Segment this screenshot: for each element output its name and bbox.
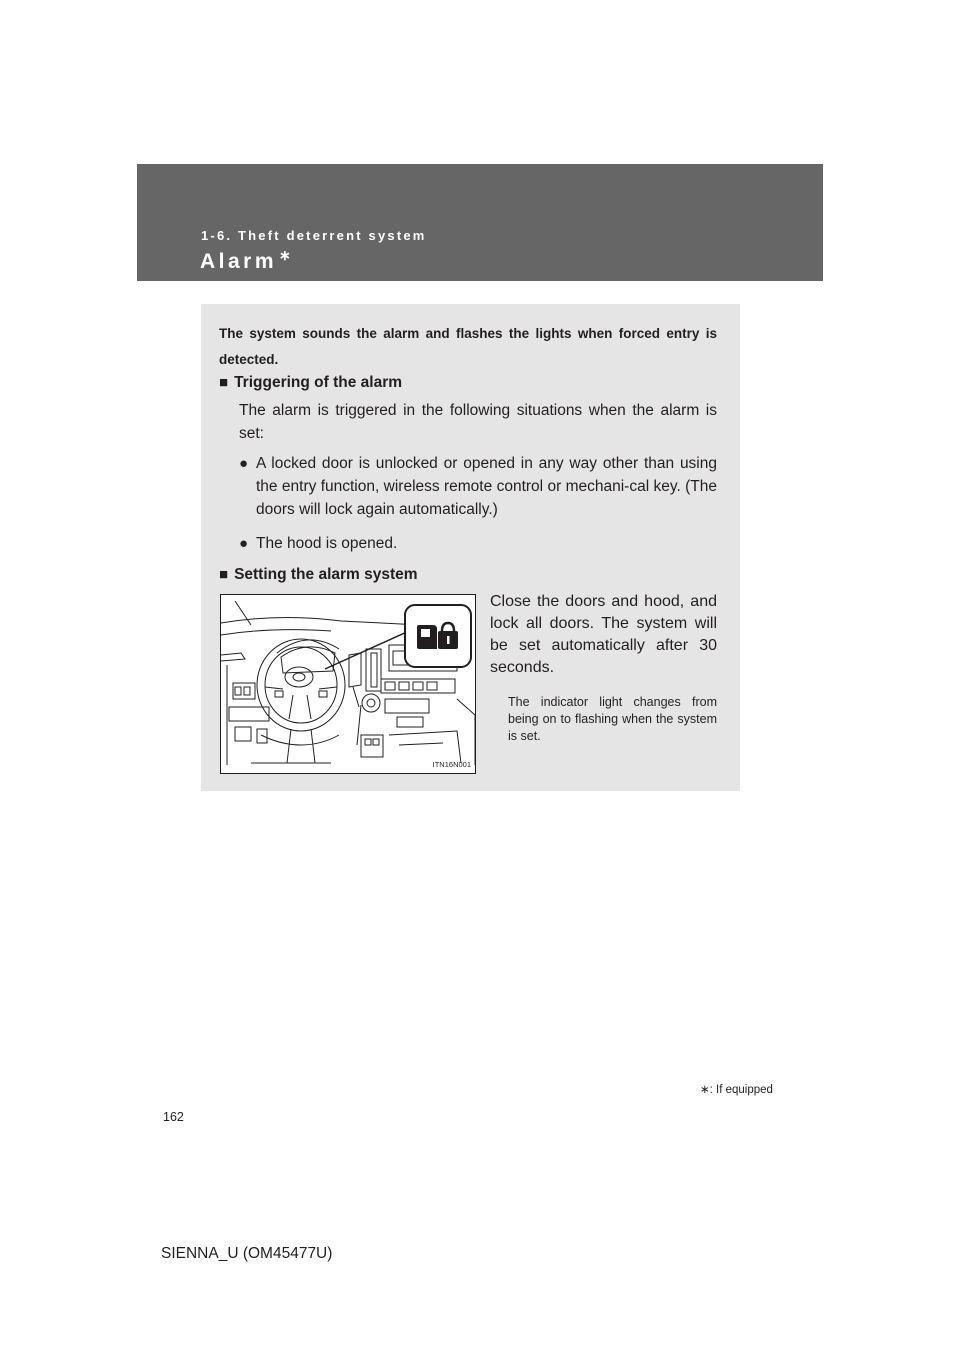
title-asterisk: ∗ (279, 247, 291, 263)
setting-heading-label: Setting the alarm system (234, 566, 418, 583)
footnote: ∗: If equipped (700, 1084, 773, 1096)
bullet-text: A locked door is unlocked or opened in any way other than using the entry function, wireless remote control or mechani-cal key. (The doors will lock again automatically.) (256, 455, 717, 518)
triggering-description: The alarm is triggered in the following situations when the alarm is set: (239, 402, 717, 442)
triggering-heading-label: Triggering of the alarm (234, 374, 403, 391)
triggering-heading (219, 374, 402, 392)
setting-heading (219, 566, 418, 584)
section-label: 1-6. Theft deterrent system (201, 228, 427, 243)
page-number: 162 (163, 1110, 184, 1124)
title-text: Alarm (200, 250, 278, 273)
document-id: SIENNA_U (OM45477U) (161, 1245, 333, 1262)
square-bullet-icon: ■ (219, 566, 229, 583)
square-bullet-icon: ■ (219, 374, 229, 391)
setting-note: The indicator light changes from being on to flashing when the system is set. (508, 695, 717, 743)
bullet-text: The hood is opened. (256, 535, 398, 552)
page-title (200, 247, 291, 274)
intro-text: The system sounds the alarm and flashes the lights when forced entry is detected. (219, 326, 717, 367)
dashboard-illustration (220, 594, 476, 774)
setting-instructions: Close the doors and hood, and lock all doors. The system will be set automatically after 30 seconds. (490, 593, 717, 676)
dashboard-drawing (221, 595, 476, 774)
figure-code: ITN16N001 (432, 760, 471, 769)
header-band (137, 164, 823, 281)
round-bullet-icon: ● (239, 535, 249, 552)
content-box (201, 304, 740, 791)
round-bullet-icon: ● (239, 455, 249, 472)
